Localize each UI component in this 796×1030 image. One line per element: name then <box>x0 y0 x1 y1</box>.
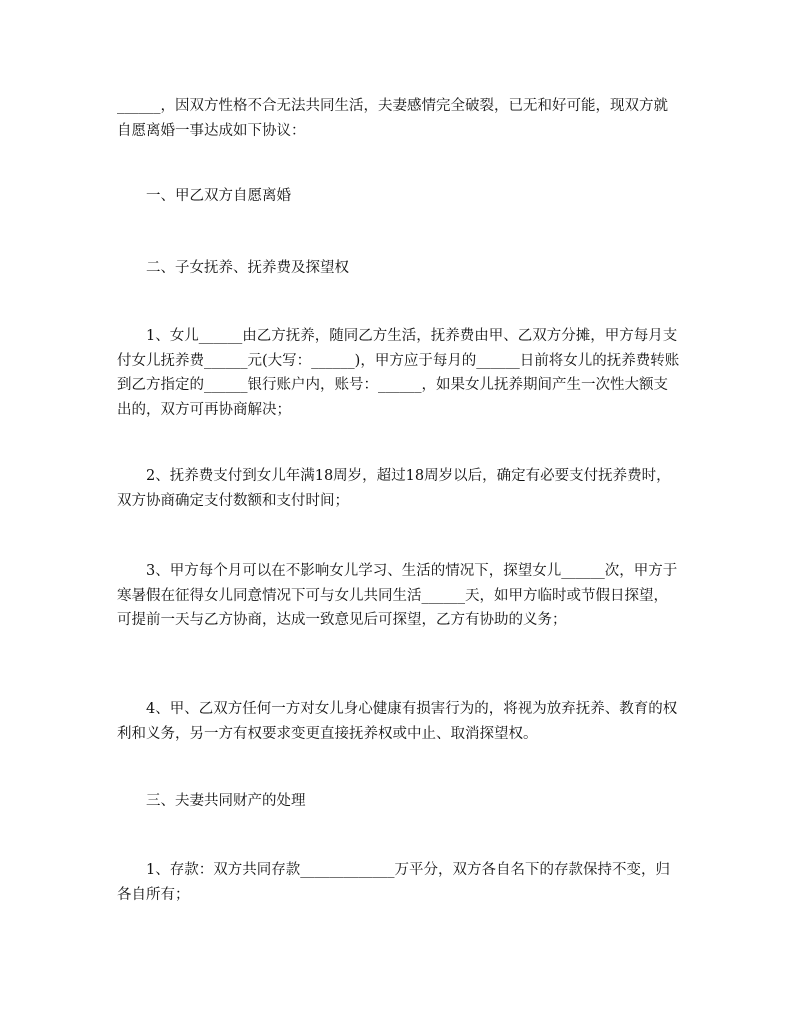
clause-2-3: 3、甲方每个月可以在不影响女儿学习、生活的情况下，探望女儿______次，甲方于寒暑假在征得女儿同意情况下可与女儿共同生活______天，如甲方临时或节假日探望，可提前一天与乙方协商，达成一致意见后可探望，乙方有协助的义务； <box>117 563 678 628</box>
clause-2-4: 4、甲、乙双方任何一方对女儿身心健康有损害行为的，将视为放弃抚养、教育的权利和义务，另一方有权要求变更直接抚养权或中止、取消探望权。 <box>117 701 678 742</box>
section-heading-2: 二、子女抚养、抚养费及探望权 <box>146 260 349 276</box>
section-heading-3: 三、夫妻共同财产的处理 <box>146 793 306 809</box>
clause-2-1: 1、女儿______由乙方抚养，随同乙方生活，抚养费由甲、乙双方分摊，甲方每月支付女儿抚养费______元(大写：______)，甲方应于每月的______日前将女儿的抚养费转账到乙方指定的______银行账户内，账号：______，如果女儿抚养期间产生一次性大额支出的，双方可再协商解决； <box>117 328 680 418</box>
section-heading-1: 一、甲乙双方自愿离婚 <box>146 188 291 204</box>
clause-3-1: 1、存款：双方共同存款_____________万平分，双方各自名下的存款保持不变，归各自所有； <box>117 862 670 903</box>
clause-2-2: 2、抚养费支付到女儿年满18周岁，超过18周岁以后，确定有必要支付抚养费时，双方协商确定支付数额和支付时间； <box>117 468 671 509</box>
intro-paragraph: ______，因双方性格不合无法共同生活，夫妻感情完全破裂，已无和好可能，现双方就自愿离婚一事达成如下协议： <box>117 98 668 139</box>
